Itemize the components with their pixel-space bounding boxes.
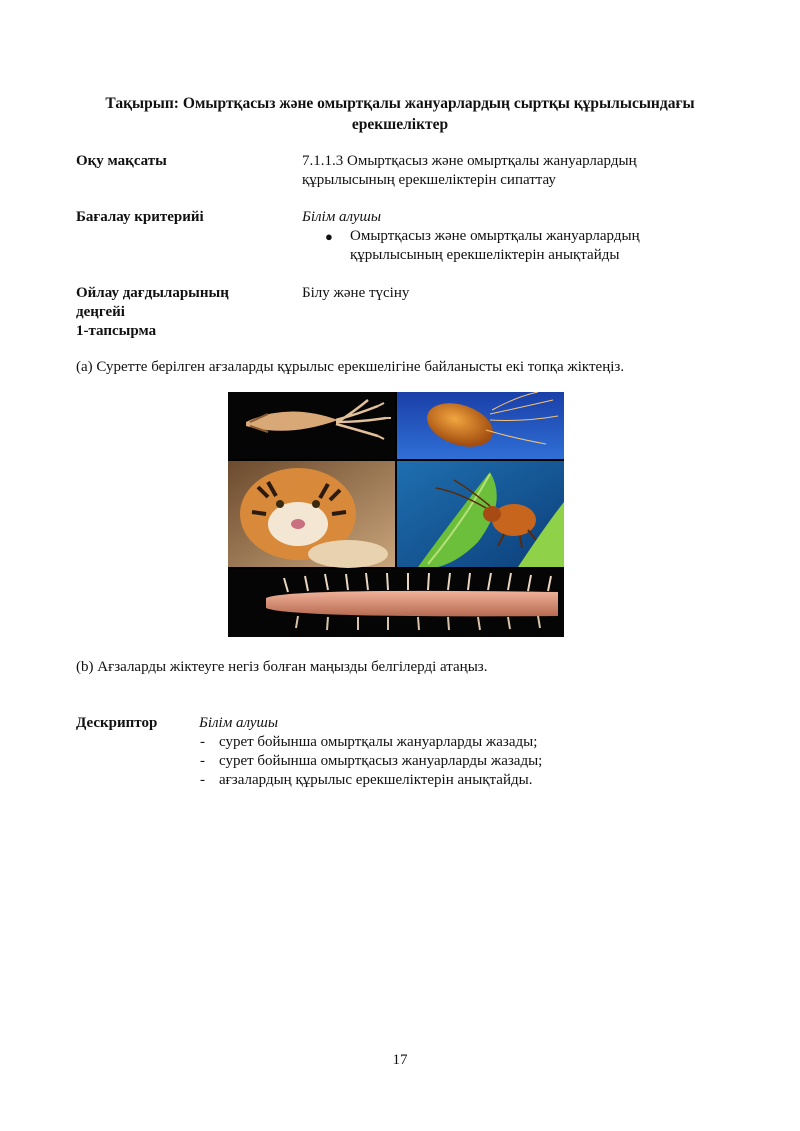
objective-value <box>302 152 722 190</box>
dash-icon: - <box>200 753 205 769</box>
thinking-label <box>76 284 229 341</box>
objective-label: Оқу мақсаты <box>76 153 167 169</box>
animal-collage-image <box>228 392 564 637</box>
title-line-1: Тақырып: Омыртқасыз және омыртқалы жануарлардың сыртқы құрылысындағы <box>105 95 695 112</box>
criteria-bullet-line-2: құрылысының ерекшеліктерін анықтайды <box>350 247 620 263</box>
beetle-picture <box>397 461 564 567</box>
descriptor-item: - сурет бойынша омыртқасыз жануарларды жазады; <box>200 753 543 769</box>
jellyfish-picture <box>397 392 564 459</box>
dash-icon: - <box>200 734 205 750</box>
criteria-bullet-line-1: Омыртқасыз және омыртқалы жануарлардың <box>350 228 640 244</box>
descriptor-item: - ағзалардың құрылыс ерекшеліктерін анықтайды. <box>200 772 533 788</box>
descriptor-item: - сурет бойынша омыртқалы жануарларды жазады; <box>200 734 538 750</box>
criteria-learner: Білім алушы <box>302 209 382 225</box>
squid-picture <box>228 392 395 459</box>
thinking-label-line-2: деңгейі <box>76 304 125 320</box>
worm-picture <box>228 569 564 637</box>
thinking-value: Білу және түсіну <box>302 285 410 301</box>
bullet-icon: ● <box>325 229 333 244</box>
question-b: (b) Ағзаларды жіктеуге негіз болған маңызды белгілерді атаңыз. <box>76 659 488 675</box>
descriptor-learner: Білім алушы <box>199 715 279 731</box>
page-number: 17 <box>392 1052 408 1068</box>
dash-icon: - <box>200 772 205 788</box>
document-title <box>60 93 740 135</box>
title-line-2: ерекшеліктер <box>351 116 449 133</box>
criteria-label: Бағалау критерийі <box>76 209 204 225</box>
objective-line-1: 7.1.1.3 Омыртқасыз және омыртқалы жануарлардың <box>302 153 637 169</box>
task-label: 1-тапсырма <box>76 323 157 339</box>
objective-line-2: құрылысының ерекшеліктерін сипаттау <box>302 172 556 188</box>
question-a: (a) Суретте берілген ағзаларды құрылыс ерекшелігіне байланысты екі топқа жіктеңіз. <box>76 359 625 375</box>
criteria-bullet <box>325 227 725 267</box>
thinking-label-line-1: Ойлау дағдыларының <box>76 285 229 301</box>
tiger-picture <box>228 461 395 568</box>
descriptor-label: Дескриптор <box>76 715 158 731</box>
